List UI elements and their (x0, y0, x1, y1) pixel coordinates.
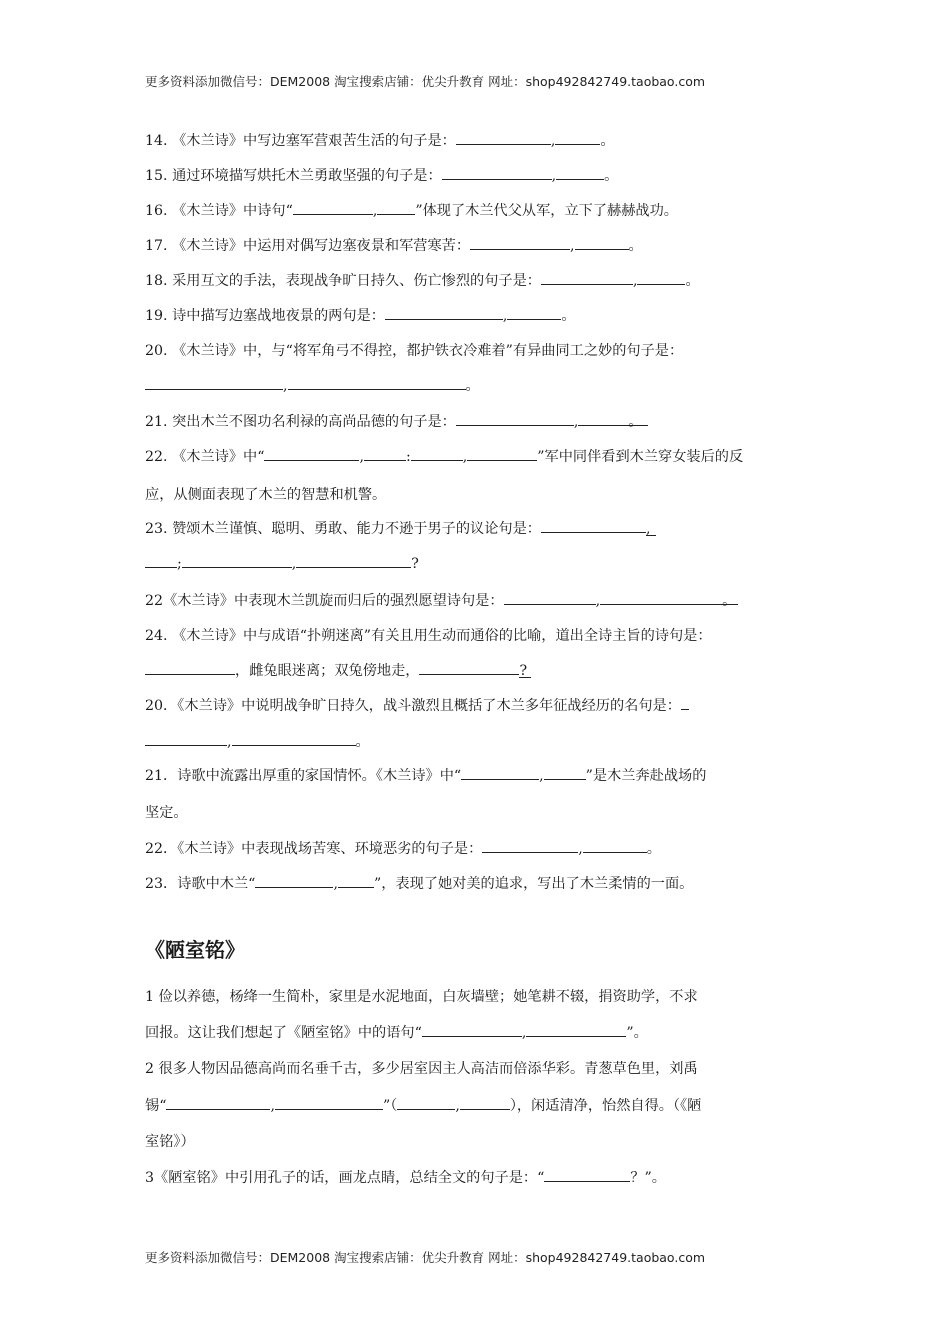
answer-blank[interactable] (264, 446, 359, 461)
punctuation: , (359, 449, 364, 465)
answer-blank[interactable] (628, 411, 648, 430)
question-22y (145, 838, 661, 858)
question-text: 应，从侧面表现了木兰的智慧和机警。 (145, 487, 387, 503)
answer-blank[interactable] (411, 446, 463, 461)
answer-blank[interactable] (364, 446, 406, 461)
answer-blank[interactable] (460, 1095, 510, 1110)
answer-blank[interactable] (583, 838, 647, 853)
lsm-question-1-cont (145, 1022, 648, 1042)
answer-blank[interactable] (556, 165, 604, 180)
punctuation: 。 (685, 273, 700, 289)
punctuation: ; (177, 556, 182, 572)
punctuation: , (462, 449, 468, 465)
question-text: 1 俭以养德，杨绛一生简朴，家里是水泥地面，白灰墙壁；她笔耕不辍，捐资助学，不求 (145, 989, 698, 1005)
punctuation: , (550, 133, 556, 149)
punctuation: , (291, 556, 297, 572)
punctuation: 。 (465, 378, 480, 394)
answer-blank[interactable] (338, 873, 374, 888)
punctuation: , (551, 168, 557, 184)
answer-blank[interactable] (637, 270, 685, 285)
punctuation: , (645, 521, 651, 537)
question-23 (145, 518, 656, 538)
punctuation: ） (509, 1098, 517, 1114)
answer-blank[interactable] (555, 130, 600, 145)
answer-blank[interactable] (255, 873, 333, 888)
question-19 (145, 305, 576, 325)
question-text: 22. 《木兰诗》中“ (145, 449, 265, 465)
answer-blank[interactable] (461, 765, 539, 780)
punctuation: , (539, 768, 544, 784)
question-22-cont (145, 484, 386, 504)
lsm-question-2-end (145, 1131, 195, 1151)
punctuation: , (455, 1098, 460, 1114)
punctuation: 。 (604, 168, 619, 184)
punctuation: 。 (600, 133, 615, 149)
punctuation: ”（ (382, 1098, 398, 1114)
question-text: ，雌兔眼迷离；双兔傍地走， (235, 663, 420, 679)
question-text: 22．《木兰诗》中表现战场苦寒、环境恶劣的句子是： (145, 841, 483, 857)
question-21 (145, 411, 648, 431)
answer-blank[interactable] (182, 553, 292, 568)
punctuation: , (283, 378, 288, 394)
answer-blank[interactable] (456, 130, 551, 145)
punctuation: , (632, 273, 638, 289)
question-22 (145, 446, 743, 466)
punctuation: : (405, 449, 411, 465)
answer-blank[interactable] (600, 590, 722, 605)
punctuation: , (270, 1098, 275, 1114)
question-15 (145, 165, 618, 185)
question-text: 21．诗歌中流露出厚重的家国情怀。《木兰诗》中“ (145, 768, 462, 784)
page-header: 更多资料添加微信号：DEM2008 淘宝搜索店铺：优尖升教育 网址：shop492842749.taobao.com (145, 74, 706, 89)
punctuation: ？”。 (630, 1170, 666, 1186)
question-text: ”是木兰奔赴战场的 (585, 768, 707, 784)
answer-blank[interactable] (681, 695, 689, 710)
punctuation: , (573, 414, 579, 430)
answer-blank[interactable] (232, 731, 356, 746)
question-text: 21. 突出木兰不图功名利禄的高尚品德的句子是： (145, 414, 456, 430)
punctuation: 。 (722, 593, 737, 609)
question-text: ，闲适清净，怡然自得。（《陋 (516, 1098, 702, 1114)
answer-blank[interactable] (397, 1095, 455, 1110)
question-20b-answer (145, 731, 370, 751)
answer-blank[interactable] (544, 1167, 630, 1182)
answer-blank[interactable] (470, 235, 570, 250)
answer-blank[interactable] (467, 446, 537, 461)
question-24 (145, 625, 712, 645)
lsm-question-2 (145, 1058, 698, 1078)
answer-blank[interactable] (288, 375, 466, 390)
answer-blank[interactable] (275, 1095, 383, 1110)
question-21b (145, 765, 706, 785)
question-text: ”军中同伴看到木兰穿女装后的反 (537, 449, 744, 465)
question-text: 3《陋室铭》中引用孔子的话，画龙点睛，总结全文的句子是：“ (145, 1170, 545, 1186)
question-text: 18. 采用互文的手法，表现战争旷日持久、伤亡惨烈的句子是： (145, 273, 541, 289)
punctuation: , (502, 308, 508, 324)
answer-blank[interactable] (145, 660, 235, 675)
question-text: 23．诗歌中木兰“ (145, 876, 256, 892)
question-text: 锡“ (145, 1098, 167, 1114)
answer-blank[interactable] (385, 305, 503, 320)
question-22x (145, 590, 738, 610)
question-14 (145, 130, 615, 150)
question-text: 19. 诗中描写边塞战地夜景的两句是： (145, 308, 385, 324)
punctuation: , (333, 876, 338, 892)
answer-blank[interactable] (541, 270, 633, 285)
question-20 (145, 340, 683, 360)
question-23-answer (145, 553, 419, 572)
answer-blank[interactable] (419, 660, 519, 675)
question-text: 回报。这让我们想起了《陋室铭》中的语句“ (145, 1025, 422, 1041)
answer-blank[interactable] (145, 731, 227, 746)
question-text: 17. 《木兰诗》中运用对偶写边塞夜景和军营寒苦： (145, 238, 471, 254)
punctuation: ? (411, 556, 419, 572)
question-text: 24. 《木兰诗》中与成语“扑朔迷离”有关且用生动而通俗的比喻，道出全诗主旨的诗句是： (145, 628, 712, 644)
answer-blank[interactable] (519, 663, 531, 678)
lsm-question-3 (145, 1167, 666, 1187)
answer-blank[interactable] (646, 521, 656, 536)
question-text: 22《木兰诗》中表现木兰凯旋而归后的强烈愿望诗句是： (145, 593, 504, 609)
lsm-question-1 (145, 986, 698, 1006)
question-18 (145, 270, 700, 290)
answer-blank[interactable] (722, 590, 738, 609)
punctuation: 。 (561, 308, 576, 324)
answer-blank[interactable] (377, 200, 415, 215)
section-title: 《陋室铭》 (145, 938, 245, 962)
punctuation: 。 (628, 238, 643, 254)
question-text: 2 很多人物因品德高尚而名垂千古，多少居室因主人高洁而倍添华彩。青葱草色里，刘禹 (145, 1061, 698, 1077)
answer-blank[interactable] (507, 305, 561, 320)
punctuation: , (578, 841, 583, 857)
question-text: 坚定。 (145, 805, 188, 821)
answer-blank[interactable] (442, 165, 552, 180)
page-footer: 更多资料添加微信号：DEM2008 淘宝搜索店铺：优尖升教育 网址：shop492842749.taobao.com (145, 1250, 706, 1265)
answer-blank[interactable] (482, 838, 578, 853)
punctuation: ”。 (626, 1025, 648, 1041)
answer-blank[interactable] (544, 765, 586, 780)
punctuation: ? (519, 663, 528, 679)
punctuation: , (521, 1025, 527, 1041)
answer-blank[interactable] (456, 411, 574, 426)
question-text: 14. 《木兰诗》中写边塞军营艰苦生活的句子是： (145, 133, 456, 149)
question-20-answer (145, 375, 480, 395)
question-24-answer (145, 660, 531, 680)
lsm-question-2-cont (145, 1095, 701, 1115)
question-21b-cont (145, 802, 188, 822)
answer-blank[interactable] (166, 1095, 270, 1110)
question-23b (145, 873, 693, 893)
question-text: ”体现了木兰代父从军，立下了赫赫战功。 (415, 203, 678, 219)
punctuation: , (595, 593, 601, 609)
answer-blank[interactable] (296, 553, 411, 568)
punctuation: , (570, 238, 575, 254)
question-text: 15. 通过环境描写烘托木兰勇敢坚强的句子是： (145, 168, 442, 184)
answer-blank[interactable] (575, 235, 629, 250)
answer-blank[interactable] (578, 411, 628, 426)
question-text: 20．《木兰诗》中说明战争旷日持久，战斗激烈且概括了木兰多年征战经历的名句是： (145, 698, 681, 714)
question-text: ”，表现了她对美的追求，写出了木兰柔情的一面。 (373, 876, 694, 892)
question-17 (145, 235, 643, 255)
answer-blank[interactable] (504, 590, 596, 605)
answer-blank[interactable] (422, 1022, 522, 1037)
punctuation: 。 (628, 414, 643, 430)
answer-blank[interactable] (293, 200, 373, 215)
answer-blank[interactable] (526, 1022, 626, 1037)
punctuation: 。 (355, 734, 370, 750)
answer-blank[interactable] (145, 553, 177, 568)
question-20b (145, 695, 689, 715)
question-text: 室铭》） (145, 1134, 195, 1150)
punctuation: 。 (646, 841, 661, 857)
question-text: 23. 赞颂木兰谨慎、聪明、勇敢、能力不逊于男子的议论句是： (145, 521, 541, 537)
question-text: 20. 《木兰诗》中，与“将军角弓不得控，都护铁衣冷难着”有异曲同工之妙的句子是： (145, 343, 684, 359)
answer-blank[interactable] (541, 518, 646, 533)
question-text: 16. 《木兰诗》中诗句“ (145, 203, 293, 219)
answer-blank[interactable] (145, 375, 283, 390)
question-16 (145, 200, 678, 220)
punctuation: , (372, 203, 378, 219)
punctuation: , (227, 734, 232, 750)
